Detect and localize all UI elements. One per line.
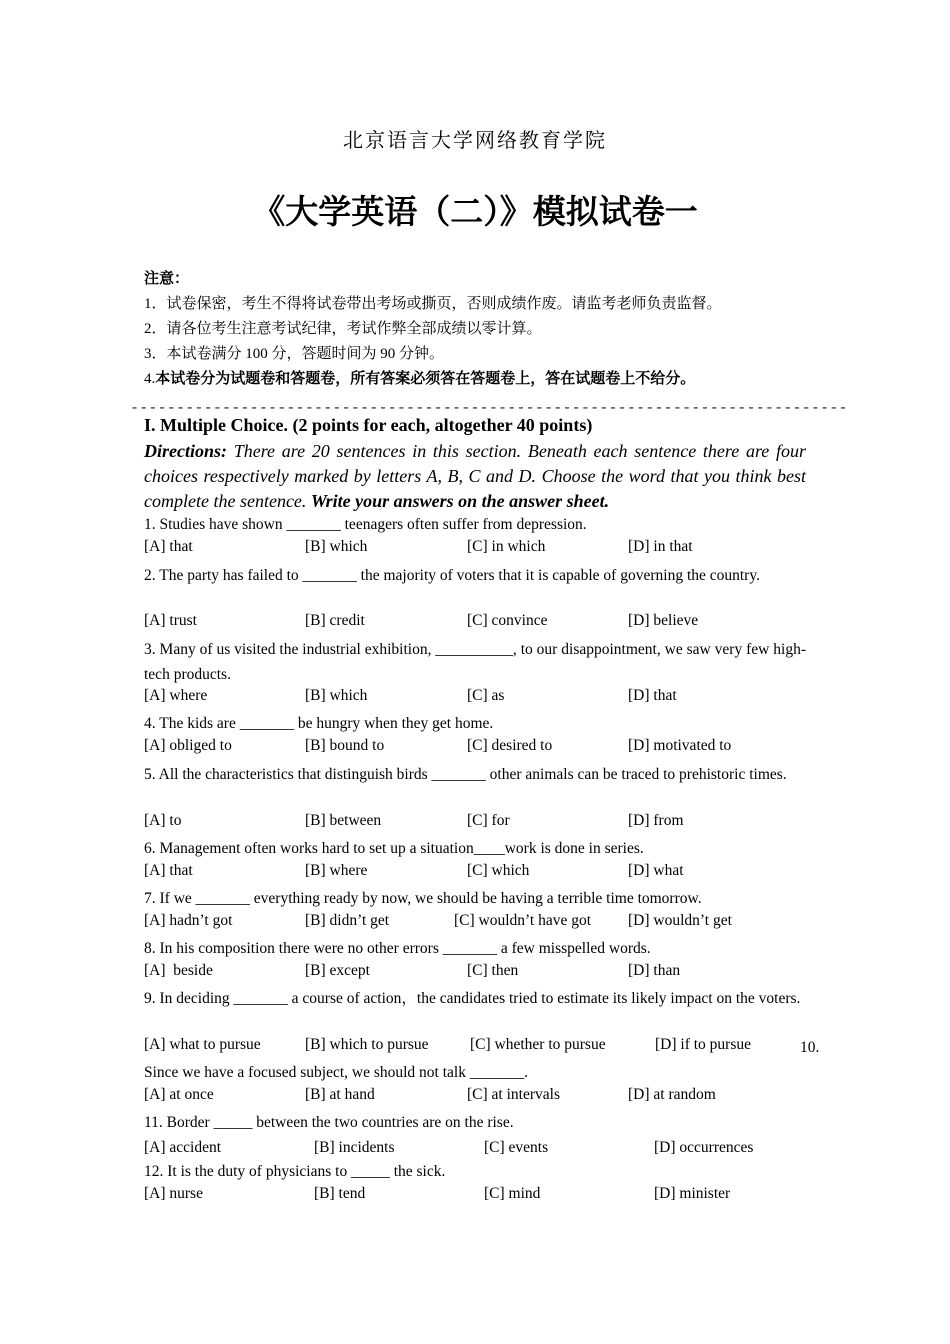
question-3-option-d: [D] that xyxy=(628,687,677,704)
question-6-option-a: [A] that xyxy=(144,862,193,879)
institution-name: 北京语言大学网络教育学院 xyxy=(343,130,607,152)
question-9-option-d: [D] if to pursue xyxy=(655,1036,751,1053)
question-11-option-a: [A] accident xyxy=(144,1139,222,1156)
directions-text: There are 20 sentences in this section. Beneath each sentence there are four choices respectively marked by letters A, B, C and D. Choose the word that you think best complete the sentence. xyxy=(144,441,806,511)
question-1-option-c: [C] in which xyxy=(467,538,546,555)
question-6-option-b: [B] where xyxy=(305,862,368,879)
question-12-stem: 12. It is the duty of physicians to _____ the sick. xyxy=(144,1163,446,1180)
question-11-option-b: [B] incidents xyxy=(314,1139,395,1156)
question-3-stem: 3. Many of us visited the industrial exhibition, __________, to our disappointment, we saw very few high-tech products. xyxy=(144,641,806,683)
question-12-option-c: [C] mind xyxy=(484,1185,541,1202)
question-3-option-b: [B] which xyxy=(305,687,368,704)
notice-item-4 xyxy=(144,367,695,388)
question-11-stem: 11. Border _____ between the two countries are on the rise. xyxy=(144,1114,514,1131)
section-title: I. Multiple Choice. (2 points for each, altogether 40 points) xyxy=(144,415,593,435)
question-6-option-d: [D] what xyxy=(628,862,684,879)
question-7-option-a: [A] hadn’t got xyxy=(144,912,233,929)
question-10-option-d: [D] at random xyxy=(628,1086,716,1103)
question-6-option-c: [C] which xyxy=(467,862,530,879)
question-6-stem: 6. Management often works hard to set up a situation____work is done in series. xyxy=(144,840,644,857)
question-2-stem: 2. The party has failed to _______ the majority of voters that it is capable of governing the country. xyxy=(144,567,760,584)
question-5-option-b: [B] between xyxy=(305,812,382,829)
question-2-option-d: [D] believe xyxy=(628,612,699,629)
question-12-option-b: [B] tend xyxy=(314,1185,366,1202)
question-10-stem: Since we have a focused subject, we should not talk _______. xyxy=(144,1064,528,1081)
directions-label: Directions: xyxy=(144,441,227,461)
question-9-stem: 9. In deciding _______ a course of action，the candidates tried to estimate its likely impact on the voters. xyxy=(144,990,801,1007)
question-11-option-d: [D] occurrences xyxy=(654,1139,754,1156)
question-5-option-a: [A] to xyxy=(144,812,182,829)
question-8-option-b: [B] except xyxy=(305,962,370,979)
question-2-option-b: [B] credit xyxy=(305,612,365,629)
question-10-option-a: [A] at once xyxy=(144,1086,214,1103)
question-7-stem: 7. If we _______ everything ready by now, we should be having a terrible time tomorrow. xyxy=(144,890,702,907)
question-7-option-c: [C] wouldn’t have got xyxy=(454,912,592,929)
exam-title: 《大学英语（二）》模拟试卷一 xyxy=(252,192,698,231)
directions-emphasis: Write your answers on the answer sheet. xyxy=(310,491,610,511)
question-9-option-b: [B] which to pursue xyxy=(305,1036,429,1053)
question-2-option-c: [C] convince xyxy=(467,612,548,629)
question-10-number: 10. xyxy=(800,1039,820,1056)
question-10-option-b: [B] at hand xyxy=(305,1086,375,1103)
question-7-option-b: [B] didn’t get xyxy=(305,912,390,929)
question-5-option-c: [C] for xyxy=(467,812,510,829)
question-9-option-c: [C] whether to pursue xyxy=(470,1036,606,1053)
question-12-option-d: [D] minister xyxy=(654,1185,731,1202)
question-3-option-c: [C] as xyxy=(467,687,505,704)
question-1-option-a: [A] that xyxy=(144,538,193,555)
question-1-option-b: [B] which xyxy=(305,538,368,555)
question-3-option-a: [A] where xyxy=(144,687,208,704)
question-8-option-d: [D] than xyxy=(628,962,681,979)
question-8-option-c: [C] then xyxy=(467,962,519,979)
question-4-option-b: [B] bound to xyxy=(305,737,385,754)
question-5-stem: 5. All the characteristics that distinguish birds _______ other animals can be traced to prehistoric times. xyxy=(144,766,787,783)
question-5-option-d: [D] from xyxy=(628,812,684,829)
notice-heading: 注意： xyxy=(144,271,190,287)
question-4-stem: 4. The kids are _______ be hungry when they get home. xyxy=(144,715,494,732)
question-12-option-a: [A] nurse xyxy=(144,1185,203,1202)
question-1-option-d: [D] in that xyxy=(628,538,693,555)
section-directions xyxy=(144,439,806,514)
question-7-option-d: [D] wouldn’t get xyxy=(628,912,732,929)
dashed-divider: ------------------------------------------------------------------------------ xyxy=(130,400,848,417)
question-9-option-a: [A] what to pursue xyxy=(144,1036,261,1053)
question-10-option-c: [C] at intervals xyxy=(467,1086,560,1103)
question-8-option-a: [A] beside xyxy=(144,962,213,979)
notice-item-3: 3．本试卷满分 100 分，答题时间为 90 分钟。 xyxy=(144,346,445,362)
notice-item-4-number: 4. xyxy=(144,371,156,387)
question-1-stem: 1. Studies have shown _______ teenagers often suffer from depression. xyxy=(144,516,587,533)
question-11-option-c: [C] events xyxy=(484,1139,549,1156)
question-8-stem: 8. In his composition there were no other errors _______ a few misspelled words. xyxy=(144,940,651,957)
notice-item-1: 1．试卷保密，考生不得将试卷带出考场或撕页，否则成绩作废。请监考老师负责监督。 xyxy=(144,296,722,312)
question-4-option-d: [D] motivated to xyxy=(628,737,732,754)
question-2-option-a: [A] trust xyxy=(144,612,197,629)
notice-item-2: 2．请各位考生注意考试纪律，考试作弊全部成绩以零计算。 xyxy=(144,321,542,337)
question-4-option-c: [C] desired to xyxy=(467,737,553,754)
notice-item-4-text: 本试卷分为试题卷和答题卷，所有答案必须答在答题卷上，答在试题卷上不给分。 xyxy=(155,371,696,387)
question-4-option-a: [A] obliged to xyxy=(144,737,232,754)
